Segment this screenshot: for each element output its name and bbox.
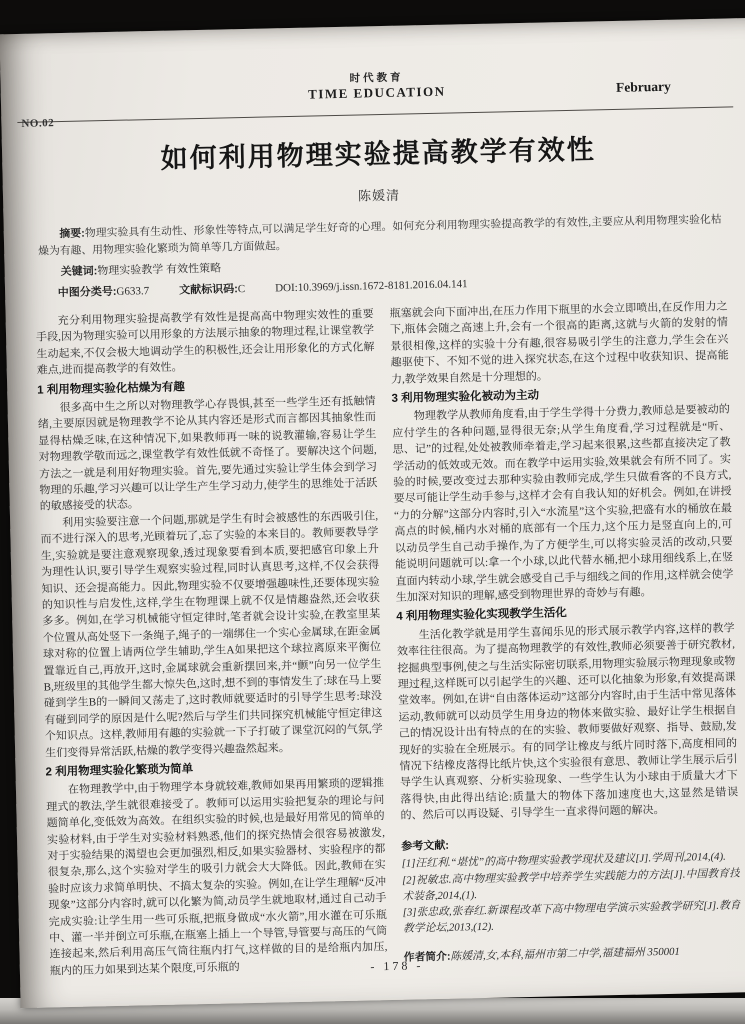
issue-number: NO.02 [21, 117, 55, 130]
article-meta [34, 212, 727, 301]
clc-label: 中图分类号: [57, 285, 117, 300]
section-heading-3: 3 利用物理实验化被动为主动 [391, 389, 540, 405]
keywords-text: 物理实验教学 有效性策略 [97, 262, 222, 278]
left-column [36, 306, 389, 1005]
section2-paragraph: 在物理教学中,由于物理学本身就较难,教师如果再用繁琐的逻辑推理式的教法,学生就很难接受了。教师可以运用实验把复杂的理论与问题简单化,变低效为高效。在组织实验的时候,也是最好用常见的简单的实验材料,由于学生对实验材料熟悉,他们的探究热情会很容易被激发,对于实验结果的渴望也会更加强烈,相反,如果实验器材、实验程序的都很复杂,那么,这个实验对学生的吸引力就会大大降低。因此,教师在实验时应该力求简单明快、不搞太复杂的实验。例如,在让学生理解“反冲现象”这部分内容时,就可以化繁为简,动员学生就地取材,通过自己动手完成实验:让学生用一些可乐瓶,把瓶身做成“水火箭”,用水灌在可乐瓶中、灌一半并倒立可乐瓶,在瓶塞上插上一个导管,导管要与高压的气筒连接起来,然后利用高压气筒往瓶内打气,这样做的目的是给瓶内加压,瓶内的压力如果到达某个限度,可乐瓶的 [46, 777, 388, 978]
page-number: - 178 - [370, 958, 424, 974]
section-heading-1: 1 利用物理实验化枯燥为有趣 [37, 381, 185, 397]
author-bio-label: 作者简介: [403, 950, 451, 964]
author-bio-text: 陈媛清,女,本科,福州市第二中学,福建福州 350001 [450, 945, 681, 963]
abstract-text: 物理实验具有生动性、形象性等特点,可以满足学生好奇的心理。如何充分利用物理实验提高教学的有效性,主要应从利用物理实验化枯燥为有趣、用物理实验化繁琐为简单等几方面做起。 [38, 213, 722, 258]
article-title: 如何利用物理实验提高教学有效性 [160, 134, 596, 174]
section1-paragraph-b: 利用实验要注意一个问题,那就是学生有时会被感性的东西吸引住,而不进行深入的思考,光顾着玩了,忘了实验的本来目的。教师要教导学生,实验就是要注意观察现象,透过现象要看到本质,要把感官印象上升为理性认识,要引导学生观察实验过程,同时认真思考,这样,不仅会获得知识、还会提高能力。因此,物理实验不仅要增强趣味性,还要体现实验的知识性与启发性,这样,学生在物理课上就不仅是情趣盎然,还会收获多多。例如,在学习机械能守恒定律时,笔者就会设计实验,在教室里某个位置从高处竖下一条绳子,绳子的一端绑住一个实心金属球,在距金属球对称的位置上请两位学生辅助,学生A如果把这个球拉离原来平衡位置靠近自己,再放开,这时,金属球就会重新摆回来,并“颤”向另一位学生B,班级里的其他学生都大惊失色,这时,想不到的事情发生了:球在马上要碰到学生B的一瞬间又荡走了,这时教师就要适时的引导学生思考:球没有碰到同学的原因是什么呢?然后与学生们共同探究机械能守恒定律这个知识点。这样,教师用有趣的实验就一下子打破了课堂沉闷的气氛,学生们变得异常活跃,枯燥的教学变得兴趣盎然起来。 [40, 510, 383, 760]
journal-name-chinese: 时代教育 [349, 71, 404, 85]
doc-code-label: 文献标识码: [179, 283, 238, 297]
abstract-label: 摘要: [59, 227, 85, 241]
right-column [389, 299, 742, 998]
paper-sheet [0, 18, 745, 1008]
references-label: 参考文献: [401, 839, 450, 853]
article-body [36, 299, 743, 1006]
keywords-label: 关键词: [60, 265, 98, 279]
section3-paragraph: 物理教学从教师角度看,由于学生学得十分费力,教师总是要被动的应付学生的各种问题,显得很无奈;从学生角度看,学习过程就是“听、思、记”的过程,处处被教师牵着走,学习起来很累,这些都直接决定了教学活动的低效或无效。而在教学中运用实验,效果就会有所不同了。实验的时候,要改变过去那种实验由教师完成,学生只做看客的不良方式,要尽可能让学生动手参与,这样才会有自我认知的好机会。例如,在讲授“力的分解”这部分内容时,引入“水流星”这个实验,把盛有水的桶放在最高点的时候,桶内水对桶的底部有一个压力,这个压力是竖直向上的,可以动员学生自己动手操作,为了方便学生,可以将实验灵活的改动,只要能说明问题就可以:拿一个小球,以此代替水桶,把小球用细线系上,在竖直面内转动小球,学生就会感受自己手与细线之间的作用,这样就会使学生加深对知识的理解,感受到物理世界的奇妙与有趣。 [392, 403, 734, 604]
reference-item: [1]汪红利.“堪忧”的高中物理实验教学现状及建议[J].学周刊,2014,(4). [401, 850, 726, 870]
journal-name-english: TIME EDUCATION [307, 83, 446, 102]
section-heading-2: 2 利用物理实验化繁琐为简单 [45, 763, 194, 779]
doi-label: DOI: [275, 281, 298, 295]
intro-paragraph: 充分利用物理实验提高教学有效性是提高高中物理实效性的重要手段,因为物理实验可以用形象的方法展示抽象的物理过程,让课堂教学生动起来,不仅会极大地调动学生的积极性,还会让用形象化的方式化解难点,进而提高教学的有效性。 [35, 308, 375, 377]
doc-code-value: C [237, 283, 246, 296]
header-rule [17, 106, 733, 123]
section-heading-4: 4 利用物理实验化实现教学生活化 [396, 607, 567, 624]
reference-item: [3]张忠政,张春红.新课程改革下高中物理电学演示实验教学研究[J].教育教学论坛,2013,(12). [402, 899, 741, 935]
clc-value: G633.7 [116, 285, 150, 298]
section1-paragraph-a: 很多高中生之所以对物理教学心存畏惧,甚至一些学生还有抵触情绪,主要原因就是物理教学不论从其内容还是形式而言都因其抽象性而显得枯燥乏味,在这种情况下,如果教师再一味的说教灌输,容易让学生对物理教学敬而远之,课堂教学有效性低就不奇怪了。要解决这个问题,方法之一就是利用好物理实验。首先,要先通过实验让学生体会到学习物理的乐趣,学习兴趣可以让学生产生学习动力,使学生的思维处于活跃的敏感接受的状态。 [37, 395, 378, 514]
reference-item: [2]祝敏忠.高中物理实验教学中培养学生实践能力的方法[J].中国教育技术装备,2014,(1). [401, 867, 741, 903]
doi-value: 10.3969/j.issn.1672-8181.2016.04.141 [297, 278, 468, 294]
issue-month: February [615, 78, 671, 95]
section2-continuation-paragraph: 瓶塞就会向下面冲出,在压力作用下瓶里的水会立即喷出,在反作用力之下,瓶体会随之高速上升,会有一个很高的距离,这就与火箭的发射的情景很相像,这样的实验十分有趣,很容易吸引学生的注意力,学生会在兴趣驱使下、不知不觉的进入探究状态,在这个过程中收获知识、提高能力,教学效果自然是十分理想的。 [389, 300, 729, 386]
article-author: 陈媛清 [357, 187, 401, 204]
section4-paragraph: 生活化教学就是用学生喜闻乐见的形式展示教学内容,这样的教学效率往往很高。为了提高物理教学的有效性,教师必须要善于研究教材,挖掘典型事例,使之与生活实际密切联系,用物理实验展示物理现象或物理过程,这样既可以引起学生的兴趣、还可以化抽象为形象,有效提高课堂效率。例如,在讲“自由落体运动”这部分内容时,由于生活中常见落体运动,教师就可以动员学生用身边的物体来做实验、最好让学生根据自己的情况设计出有特点的在的实验、教师要做好观察、指导、鼓励,发现好的实验在全班展示。有的同学让橡皮与纸片同时落下,高度相同的情况下结橡皮落得比纸片快,这个实验很有意思、教师让学生展示后引导学生认真观察、分析实验现象、一些学生认为小球由于质量大才下落得快,由此得出结论:质量大的物体下落加速度也大,这显然是错误的、然后可以再设疑、引导学生一直求得问题的解决。 [396, 622, 739, 822]
journal-header [21, 65, 723, 130]
